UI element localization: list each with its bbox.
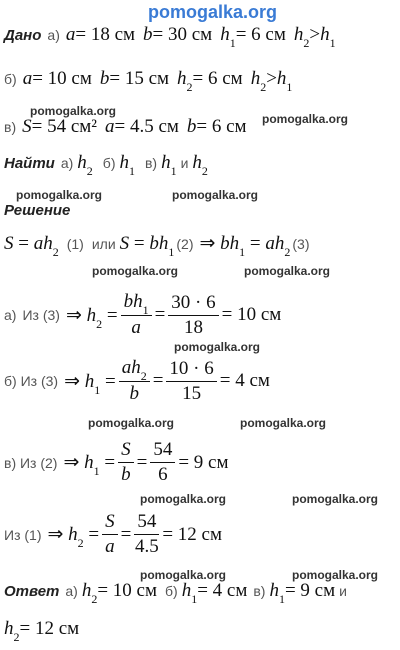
sol-c-tag: в) Из (2) — [4, 454, 58, 471]
given-a-rel: > — [309, 24, 321, 45]
watermark-10: pomogalka.org — [140, 492, 227, 506]
sol-b-frac-1: $\frac{ah_2}{b}$ — [119, 356, 150, 406]
sol-a-from: Из (3) — [22, 307, 60, 323]
given-line-b: б) a = 10 см b = 15 см $h_2$ = 6 см $h_2$ > $h_1$ — [4, 68, 293, 94]
given-b-b: = 15 см — [109, 68, 170, 89]
sol-a-frac-1: $\frac{bh_1}{a}$ — [121, 290, 152, 340]
given-b-rel: > — [266, 68, 277, 89]
sol-c-result: = 9 см — [178, 451, 229, 473]
given-a-h1: = 6 см — [235, 24, 286, 45]
sol-a-tag: а) — [4, 307, 17, 323]
answer-label: Ответ — [4, 582, 60, 600]
formula-line: $S = ah_2$ (1) или $S = bh_1$ (2) ⇒ $bh_1 = ah_2$ (3) — [4, 232, 310, 259]
sol-a-frac-2: $\frac{30 \cdot 6}{18}$ — [168, 291, 218, 340]
answer-and: и — [339, 583, 347, 599]
find-line: Найти а) $h_2$ б) $h_1$ в) $h_1$ и $h_2$ — [4, 152, 208, 178]
watermark-5: pomogalka.org — [92, 264, 179, 278]
watermark-2: pomogalka.org — [262, 112, 349, 126]
formula-tag-1: (1) — [66, 235, 84, 252]
find-a-tag: а) — [60, 155, 74, 171]
watermark-4: pomogalka.org — [172, 188, 259, 202]
site-logo: pomogalka.org — [148, 2, 278, 22]
sol-b-result: = 4 см — [219, 370, 270, 391]
sol-c-frac-1: $\frac{S}{b}$ — [118, 438, 134, 487]
solution-c: в) Из (2) ⇒ $h_1$ = $\frac{S}{b}$ = $\frac{54}{6}$ = 9 см — [4, 439, 229, 485]
given-line-a: Дано а) a = 18 см b = 30 см $h_1$ = 6 см $h_2$ > $h_1$ — [4, 24, 336, 50]
solution-d: Из (1) ⇒ $h_2$ = $\frac{S}{a}$ = $\frac{54}{4.5}$ = 12 см — [4, 511, 223, 557]
given-a-a: = 18 см — [75, 24, 136, 45]
answer-a-tag: а) — [65, 583, 78, 599]
sol-d-frac-2: $\frac{54}{4.5}$ — [134, 511, 159, 557]
watermark-6: pomogalka.org — [244, 264, 331, 278]
answer-c-val: = 9 см — [284, 580, 336, 601]
given-c-a: = 4.5 см — [114, 116, 179, 137]
given-b-a: = 10 см — [32, 68, 92, 89]
given-a-tag: а) — [47, 27, 60, 43]
formula-tag-2: (2) — [176, 235, 194, 252]
find-b-tag: б) — [102, 155, 116, 171]
given-c-tag: в) — [4, 119, 17, 135]
answer-line: Ответ а) $h_2$ = 10 см б) $h_1$ = 4 см в) $h_1$ = 9 см и — [4, 580, 347, 606]
formula-or: или — [91, 235, 116, 252]
formula-tag-3: (3) — [292, 235, 310, 252]
given-label: Дано — [4, 26, 42, 44]
watermark-1: pomogalka.org — [30, 104, 117, 118]
watermark-12: pomogalka.org — [140, 568, 227, 582]
find-c-tag: в) — [144, 155, 158, 171]
sol-c-frac-2: $\frac{54}{6}$ — [150, 438, 175, 487]
answer-a-val: = 10 см — [97, 580, 157, 601]
given-b-h2: = 6 см — [192, 68, 243, 89]
solution-label: Решение — [4, 202, 71, 219]
watermark-11: pomogalka.org — [292, 492, 379, 506]
answer-d-val: = 12 см — [19, 618, 80, 639]
given-c-s: = 54 см² — [31, 116, 97, 137]
solution-b: б) Из (3) ⇒ $h_1$ = $\frac{ah_2}{b}$ = $\frac{10 \cdot 6}{15}$ = 4 см — [4, 357, 270, 404]
solution-a: а) Из (3) ⇒ $h_2$ = $\frac{bh_1}{a}$ = $\frac{30 \cdot 6}{18}$ = 10 см — [4, 291, 282, 338]
sol-b-frac-2: $\frac{10 \cdot 6}{15}$ — [166, 357, 216, 406]
given-line-c: в) S = 54 см² a = 4.5 см b = 6 см — [4, 116, 247, 137]
sol-d-frac-1: $\frac{S}{a}$ — [102, 510, 118, 559]
watermark-3: pomogalka.org — [16, 188, 103, 202]
watermark-9: pomogalka.org — [240, 416, 327, 430]
answer-b-val: = 4 см — [197, 580, 248, 601]
given-a-b: = 30 см — [152, 24, 213, 45]
given-c-b: = 6 см — [196, 116, 247, 137]
answer-b-tag: б) — [165, 583, 178, 599]
sol-a-result: = 10 см — [221, 304, 282, 325]
watermark-13: pomogalka.org — [292, 568, 379, 582]
find-label: Найти — [4, 154, 55, 172]
answer-c-tag: в) — [253, 583, 266, 599]
sol-d-tag: Из (1) — [4, 526, 42, 543]
sol-b-tag: б) Из (3) — [4, 373, 59, 389]
watermark-8: pomogalka.org — [88, 416, 175, 430]
find-and: и — [180, 155, 189, 171]
given-b-tag: б) — [4, 71, 17, 87]
watermark-7: pomogalka.org — [174, 340, 261, 354]
sol-d-result: = 12 см — [162, 523, 223, 545]
answer-line-2: $h_2$ = 12 см — [4, 618, 80, 644]
